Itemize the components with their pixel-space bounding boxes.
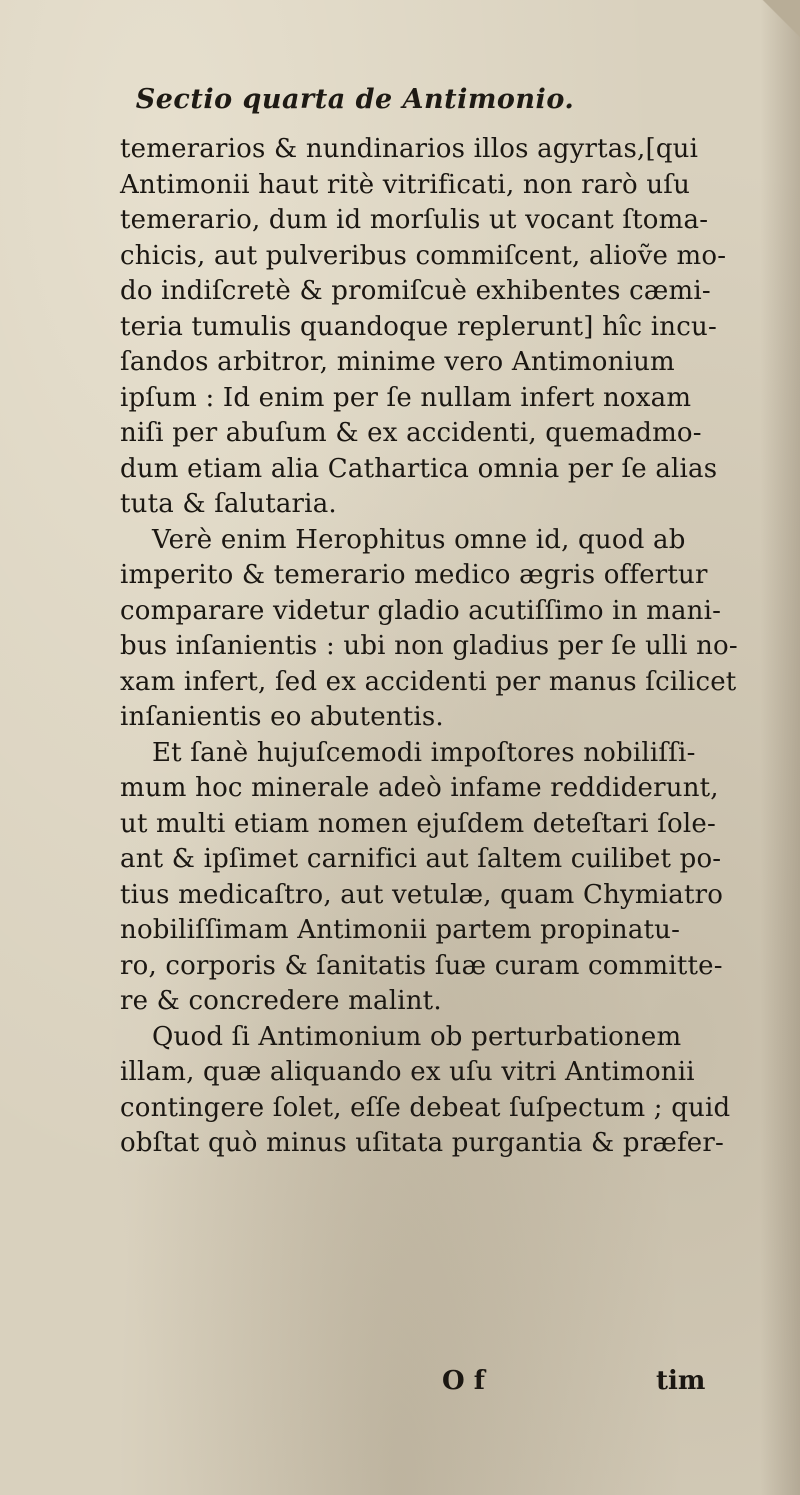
text-line: ro, corporis & ſanitatis ſuæ curam committe- — [120, 950, 723, 981]
text-line: illam, quæ aliquando ex uſu vitri Antimonii — [120, 1057, 695, 1087]
text-line: comparare videtur gladio acutiſſimo in mani- — [120, 595, 722, 626]
text-line: teria tumulis quandoque replerunt] hîc incu- — [120, 311, 717, 342]
text-line: ant & ipſimet carnifici aut ſaltem cuilibet po- — [120, 844, 722, 874]
text-line: mum hoc minerale adeò infame reddiderunt, — [120, 773, 719, 803]
text-line: bus inſanientis : ubi non gladius per ſe ulli no- — [120, 631, 738, 661]
text-line: niſi per abuſum & ex accidenti, quemadmo- — [120, 418, 702, 448]
text-line: ipſum : Id enim per ſe nullam infert noxam — [120, 382, 692, 413]
text-line: Et ſanè hujuſcemodi impoſtores nobiliſſi- — [152, 737, 696, 768]
text-line: temerarios & nundinarios illos agyrtas,[qui — [120, 134, 699, 164]
text-line: dum etiam alia Cathartica omnia per ſe alias — [120, 453, 718, 484]
page-footer — [0, 1366, 800, 1402]
catchword: tim — [656, 1366, 706, 1396]
text-line: ut multi etiam nomen ejuſdem deteſtari ſole- — [120, 808, 716, 839]
text-line: tuta & ſalutaria. — [120, 489, 337, 519]
text-line: chicis, aut pulveribus commiſcent, alioṽe mo- — [120, 240, 727, 271]
running-head — [0, 84, 800, 115]
text-line: nobiliſſimam Antimonii partem propinatu- — [120, 915, 681, 945]
text-line: obſtat quò minus uſitata purgantia & præfer- — [120, 1128, 724, 1158]
text-line: tius medicaſtro, aut vetulæ, quam Chymiatro — [120, 879, 724, 910]
paragraph — [120, 523, 760, 736]
text-line: xam infert, ſed ex accidenti per manus ſcilicet — [120, 666, 737, 697]
page-corner-fold — [762, 0, 800, 38]
paragraph — [120, 1020, 760, 1162]
text-line: do indiſcretè & promiſcuè exhibentes cæmi- — [120, 276, 711, 306]
text-line: Quod ſi Antimonium ob perturbationem — [152, 1021, 682, 1052]
text-line: inſanientis eo abutentis. — [120, 702, 444, 732]
body-text — [120, 132, 760, 1162]
text-line: Verè enim Herophitus omne id, quod ab — [152, 524, 686, 555]
running-head-text: Sectio quarta de Antimonio. — [135, 84, 575, 115]
text-line: imperito & temerario medico ægris offertur — [120, 560, 708, 590]
text-line: temerario, dum id morſulis ut vocant ſtoma- — [120, 205, 709, 235]
text-line: contingere ſolet, eſſe debeat ſuſpectum ; quid — [120, 1092, 731, 1123]
page-edge-shadow — [760, 0, 800, 1495]
text-line: re & concredere malint. — [120, 986, 442, 1016]
text-line: ſandos arbitror, minime vero Antimonium — [120, 347, 675, 377]
paragraph — [120, 736, 760, 1020]
paragraph — [120, 132, 760, 523]
text-line: Antimonii haut ritè vitrificati, non rarò uſu — [120, 169, 691, 200]
signature-mark: O f — [442, 1366, 485, 1396]
